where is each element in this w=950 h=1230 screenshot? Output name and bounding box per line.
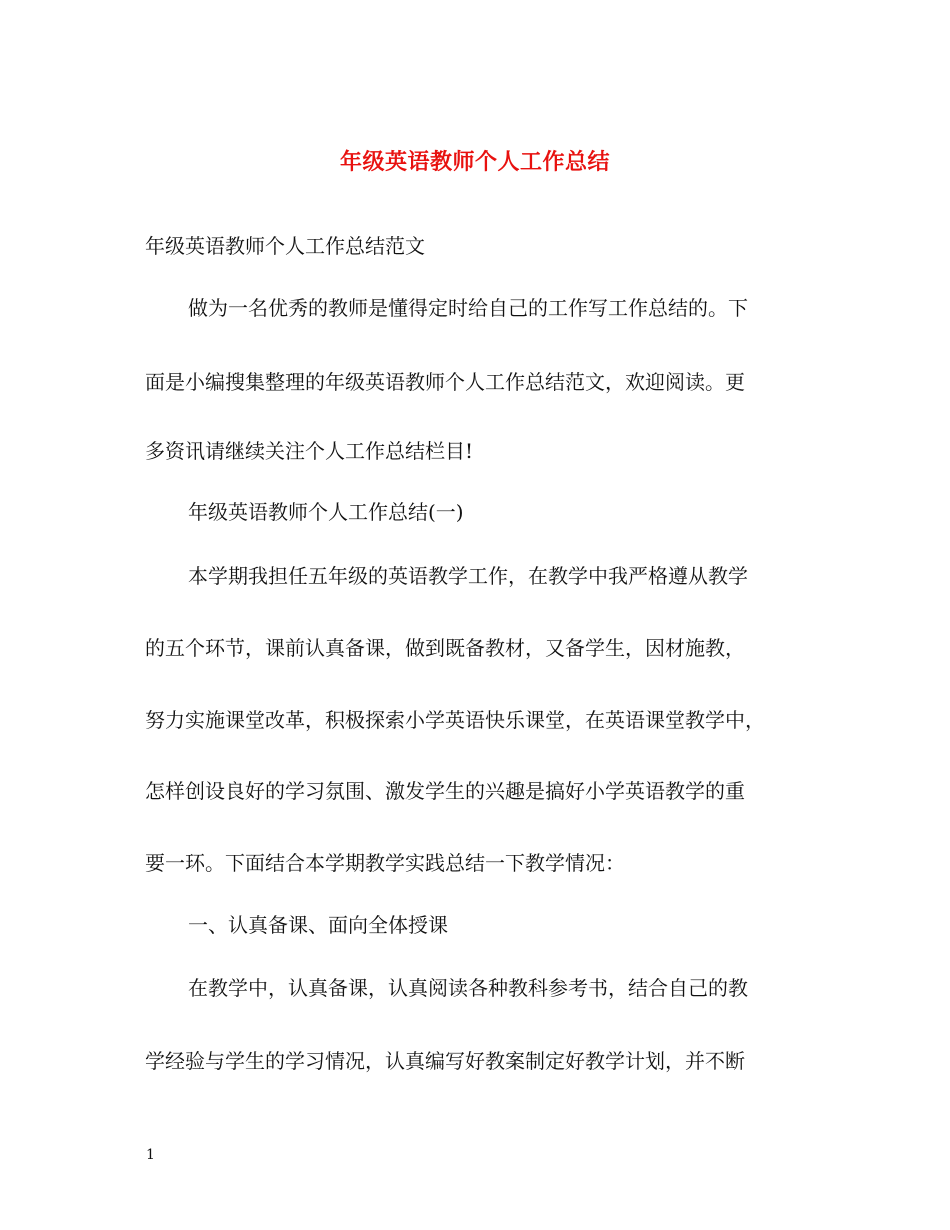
paragraph-line: 在教学中，认真备课，认真阅读各种教科参考书，结合自己的教	[188, 976, 748, 1000]
paragraph-line: 面是小编搜集整理的年级英语教师个人工作总结范文，欢迎阅读。更	[145, 370, 745, 394]
paragraph-line: 做为一名优秀的教师是懂得定时给自己的工作写工作总结的。下	[188, 296, 748, 320]
paragraph-line: 的五个环节，课前认真备课，做到既备教材，又备学生，因材施教，	[145, 636, 745, 660]
paragraph-line: 多资讯请继续关注个人工作总结栏目!	[145, 439, 474, 463]
paragraph-line: 努力实施课堂改革，积极探索小学英语快乐课堂，在英语课堂教学中，	[145, 708, 765, 732]
page-number: 1	[146, 1147, 155, 1163]
paragraph-line: 要一环。下面结合本学期教学实践总结一下教学情况：	[145, 851, 625, 875]
paragraph-line: 怎样创设良好的学习氛围、激发学生的兴趣是搞好小学英语教学的重	[145, 779, 745, 803]
paragraph-line: 本学期我担任五年级的英语教学工作，在教学中我严格遵从教学	[188, 564, 748, 588]
document-title: 年级英语教师个人工作总结	[339, 149, 610, 175]
section-heading: 一、认真备课、面向全体授课	[188, 913, 448, 937]
section-heading: 年级英语教师个人工作总结(一)	[188, 500, 464, 524]
subtitle-line: 年级英语教师个人工作总结范文	[145, 234, 425, 258]
paragraph-line: 学经验与学生的学习情况，认真编写好教案制定好教学计划，并不断	[145, 1049, 745, 1073]
